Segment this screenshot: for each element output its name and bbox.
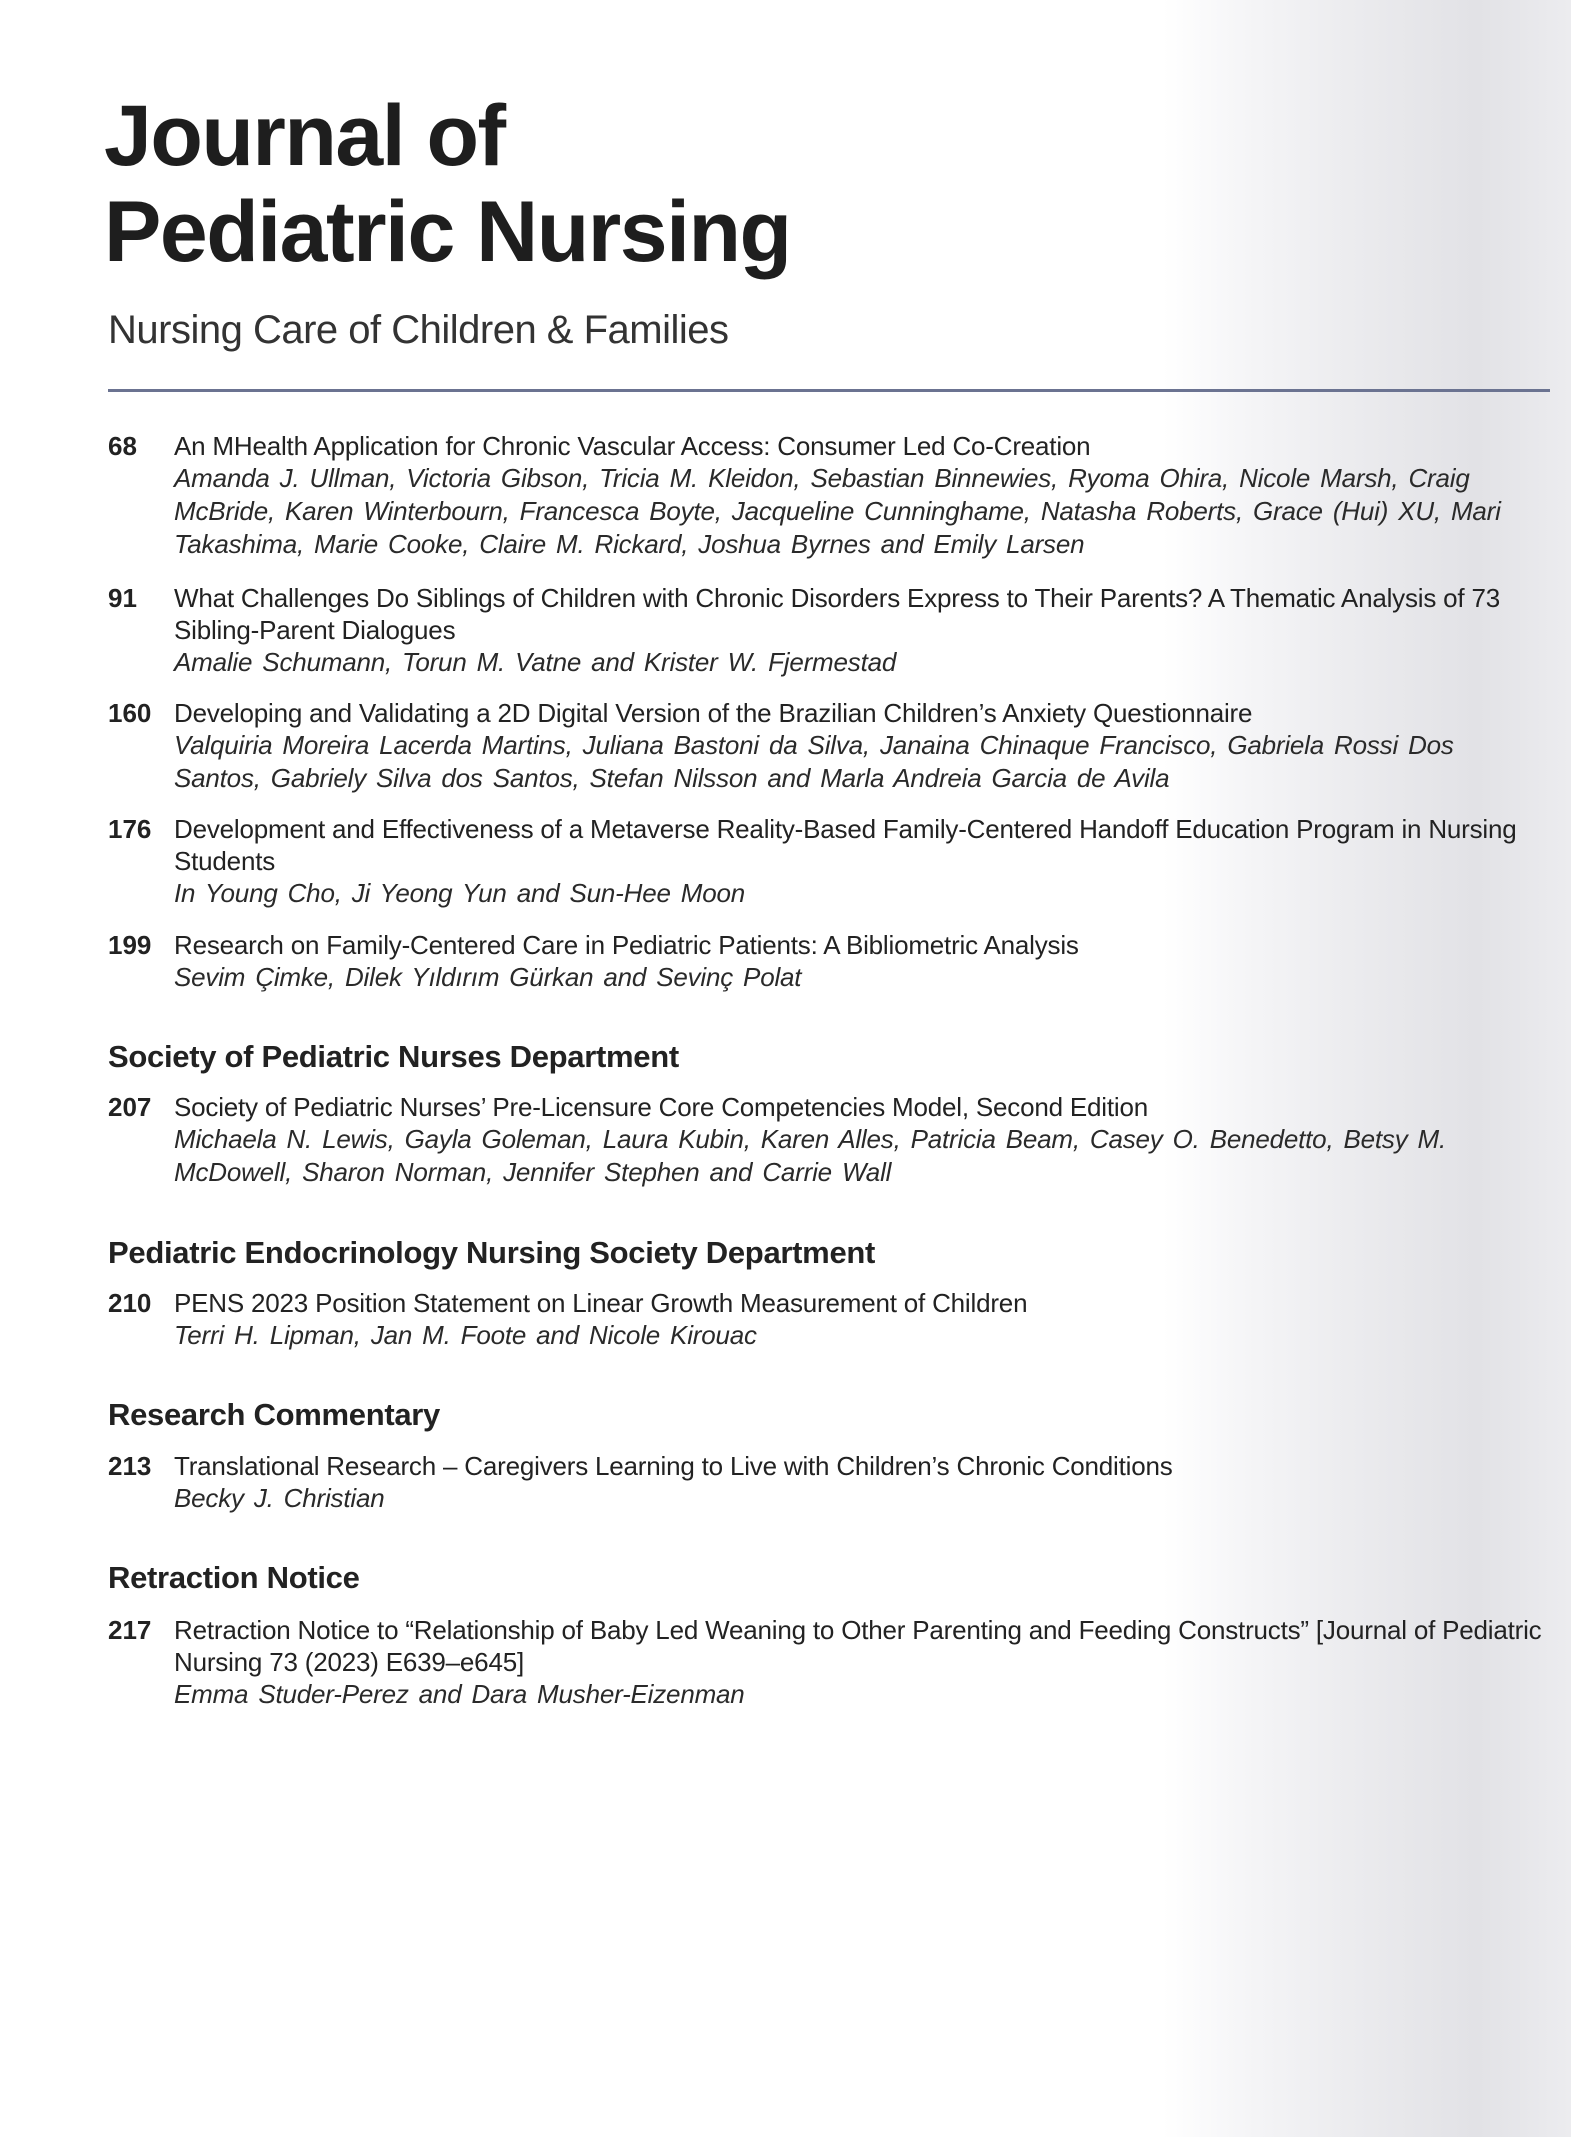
- article-authors: Becky J. Christian: [174, 1483, 385, 1513]
- toc-entry[interactable]: [108, 697, 1548, 795]
- article-title[interactable]: Development and Effectiveness of a Metaverse Reality-Based Family-Centered Handoff Education Program in Nursing Students: [174, 814, 1517, 876]
- page-number: 217: [108, 1615, 152, 1645]
- toc-entry[interactable]: [108, 1287, 1548, 1352]
- toc-entry[interactable]: [108, 813, 1548, 910]
- page-number: 213: [108, 1451, 152, 1481]
- article-authors: Amanda J. Ullman, Victoria Gibson, Tricia M. Kleidon, Sebastian Binnewies, Ryoma Ohira, Nicole Marsh, Craig McBride, Karen Winterbourn, Francesca Boyte, Jacqueline Cunninghame, Natasha Roberts, Grace (Hui) XU, Mari Takashima, Marie Cooke, Claire M. Rickard, Joshua Byrnes and Emily Larsen: [174, 463, 1501, 559]
- article-title[interactable]: PENS 2023 Position Statement on Linear Growth Measurement of Children: [174, 1288, 1028, 1318]
- section-heading-research-commentary: Research Commentary: [108, 1397, 441, 1432]
- section-heading-retraction-notice: Retraction Notice: [108, 1560, 360, 1595]
- page-number: 207: [108, 1092, 152, 1122]
- article-authors: In Young Cho, Ji Yeong Yun and Sun-Hee Moon: [174, 878, 745, 908]
- article-authors: Terri H. Lipman, Jan M. Foote and Nicole Kirouac: [174, 1320, 757, 1350]
- article-title[interactable]: Retraction Notice to “Relationship of Baby Led Weaning to Other Parenting and Feeding Constructs” [Journal of Pediatric Nursing 73 (2023) E639–e645]: [174, 1615, 1542, 1677]
- journal-subtitle: Nursing Care of Children & Families: [108, 308, 729, 352]
- page-number: 210: [108, 1288, 152, 1318]
- page-edge-shadow: [1151, 0, 1571, 2137]
- section-heading-pens: Pediatric Endocrinology Nursing Society Department: [108, 1235, 876, 1270]
- page-number: 176: [108, 814, 152, 844]
- page-number: 199: [108, 930, 152, 960]
- toc-entry[interactable]: [108, 582, 1548, 679]
- toc-entry[interactable]: [108, 1614, 1548, 1711]
- toc-entry[interactable]: [108, 430, 1548, 561]
- article-title[interactable]: Translational Research – Caregivers Learning to Live with Children’s Chronic Conditions: [174, 1451, 1173, 1481]
- article-authors: Emma Studer-Perez and Dara Musher-Eizenman: [174, 1679, 745, 1709]
- header-divider: [108, 389, 1550, 392]
- toc-entry[interactable]: [108, 1091, 1548, 1189]
- article-title[interactable]: An MHealth Application for Chronic Vascular Access: Consumer Led Co-Creation: [174, 431, 1091, 461]
- journal-title-line-2: Pediatric Nursing: [104, 184, 791, 280]
- page-number: 160: [108, 698, 152, 728]
- article-authors: Amalie Schumann, Torun M. Vatne and Krister W. Fjermestad: [174, 647, 897, 677]
- page-number: 91: [108, 583, 137, 613]
- toc-entry[interactable]: [108, 1450, 1548, 1515]
- article-title[interactable]: What Challenges Do Siblings of Children with Chronic Disorders Express to Their Parents? A Thematic Analysis of 73 Sibling-Parent Dialogues: [174, 583, 1500, 645]
- toc-entry[interactable]: [108, 929, 1548, 994]
- article-title[interactable]: Society of Pediatric Nurses’ Pre-Licensure Core Competencies Model, Second Edition: [174, 1092, 1148, 1122]
- article-authors: Sevim Çimke, Dilek Yıldırım Gürkan and Sevinç Polat: [174, 962, 802, 992]
- article-authors: Michaela N. Lewis, Gayla Goleman, Laura Kubin, Karen Alles, Patricia Beam, Casey O. Benedetto, Betsy M. McDowell, Sharon Norman, Jennifer Stephen and Carrie Wall: [174, 1124, 1447, 1187]
- journal-title: [104, 88, 791, 280]
- section-heading-spn: Society of Pediatric Nurses Department: [108, 1039, 679, 1074]
- article-title[interactable]: Research on Family-Centered Care in Pediatric Patients: A Bibliometric Analysis: [174, 930, 1079, 960]
- article-title[interactable]: Developing and Validating a 2D Digital Version of the Brazilian Children’s Anxiety Questionnaire: [174, 698, 1253, 728]
- page-number: 68: [108, 431, 137, 461]
- journal-title-line-1: Journal of: [104, 88, 505, 184]
- article-authors: Valquiria Moreira Lacerda Martins, Juliana Bastoni da Silva, Janaina Chinaque Francisco, Gabriela Rossi Dos Santos, Gabriely Silva dos Santos, Stefan Nilsson and Marla Andreia Garcia de Avila: [174, 730, 1454, 793]
